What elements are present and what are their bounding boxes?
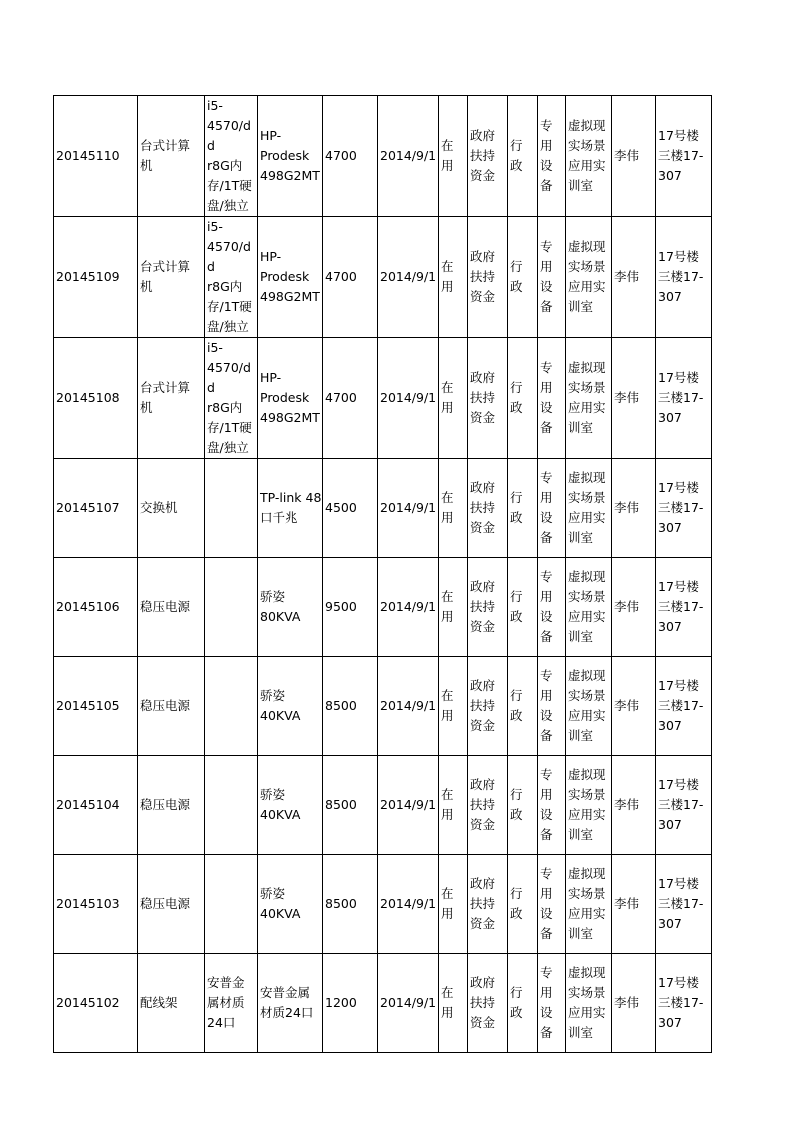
purchase-date-text: 2014/9/1 bbox=[380, 500, 437, 515]
table-row bbox=[54, 756, 712, 855]
table-row bbox=[54, 558, 712, 657]
purchase-date-cell bbox=[378, 855, 439, 954]
fund-source-cell bbox=[468, 96, 508, 217]
table-row bbox=[54, 855, 712, 954]
location-cell bbox=[656, 558, 712, 657]
purchase-date-text: 2014/9/1 bbox=[380, 599, 437, 614]
location-cell bbox=[656, 459, 712, 558]
custodian-text: 李伟 bbox=[614, 797, 640, 812]
category-cell bbox=[538, 558, 566, 657]
asset-name-text: 交换机 bbox=[140, 500, 178, 515]
asset-id-text: 20145102 bbox=[56, 995, 120, 1010]
fund-source-text: 政府 扶持 资金 bbox=[470, 876, 496, 931]
model-cell bbox=[258, 756, 323, 855]
price-cell bbox=[323, 756, 378, 855]
category-text: 专 用 设 备 bbox=[540, 866, 553, 941]
status-cell bbox=[439, 558, 468, 657]
fund-source-cell bbox=[468, 558, 508, 657]
spec-cell bbox=[205, 459, 258, 558]
status-text: 在 用 bbox=[441, 688, 454, 723]
purchase-date-cell bbox=[378, 954, 439, 1053]
asset-id-cell bbox=[54, 954, 138, 1053]
department-text: 行 政 bbox=[510, 259, 523, 294]
category-cell bbox=[538, 96, 566, 217]
purchase-date-text: 2014/9/1 bbox=[380, 995, 437, 1010]
department-text: 行 政 bbox=[510, 138, 523, 173]
room-text: 虚拟现 实场景 应用实 训室 bbox=[568, 470, 606, 545]
status-cell bbox=[439, 459, 468, 558]
room-cell bbox=[566, 954, 612, 1053]
model-cell bbox=[258, 855, 323, 954]
status-text: 在 用 bbox=[441, 985, 454, 1020]
custodian-cell bbox=[612, 338, 656, 459]
status-text: 在 用 bbox=[441, 886, 454, 921]
model-cell bbox=[258, 96, 323, 217]
fund-source-cell bbox=[468, 459, 508, 558]
spec-cell bbox=[205, 954, 258, 1053]
category-text: 专 用 设 备 bbox=[540, 360, 553, 435]
price-cell bbox=[323, 338, 378, 459]
asset-table-body bbox=[54, 96, 712, 1053]
asset-name-cell bbox=[138, 459, 205, 558]
table-row bbox=[54, 459, 712, 558]
model-text: 骄姿 40KVA bbox=[260, 886, 301, 921]
purchase-date-cell bbox=[378, 756, 439, 855]
room-cell bbox=[566, 459, 612, 558]
room-text: 虚拟现 实场景 应用实 训室 bbox=[568, 767, 606, 842]
location-cell bbox=[656, 855, 712, 954]
room-text: 虚拟现 实场景 应用实 训室 bbox=[568, 239, 606, 314]
table-row bbox=[54, 657, 712, 756]
price-text: 4700 bbox=[325, 390, 357, 405]
price-cell bbox=[323, 954, 378, 1053]
department-cell bbox=[508, 756, 538, 855]
spec-cell bbox=[205, 657, 258, 756]
model-text: 安普金属 材质24口 bbox=[260, 985, 314, 1020]
asset-id-text: 20145105 bbox=[56, 698, 120, 713]
location-cell bbox=[656, 217, 712, 338]
room-text: 虚拟现 实场景 应用实 训室 bbox=[568, 360, 606, 435]
price-cell bbox=[323, 855, 378, 954]
asset-name-text: 稳压电源 bbox=[140, 698, 191, 713]
status-cell bbox=[439, 96, 468, 217]
asset-id-cell bbox=[54, 855, 138, 954]
purchase-date-cell bbox=[378, 217, 439, 338]
model-text: TP-link 48 口千兆 bbox=[260, 490, 322, 525]
custodian-text: 李伟 bbox=[614, 390, 640, 405]
status-text: 在 用 bbox=[441, 380, 454, 415]
purchase-date-text: 2014/9/1 bbox=[380, 269, 437, 284]
spec-cell bbox=[205, 558, 258, 657]
custodian-cell bbox=[612, 96, 656, 217]
price-cell bbox=[323, 459, 378, 558]
model-cell bbox=[258, 459, 323, 558]
asset-name-text: 稳压电源 bbox=[140, 797, 191, 812]
model-cell bbox=[258, 558, 323, 657]
custodian-cell bbox=[612, 756, 656, 855]
price-text: 9500 bbox=[325, 599, 357, 614]
location-text: 17号楼 三楼17- 307 bbox=[658, 128, 704, 183]
asset-id-cell bbox=[54, 338, 138, 459]
location-cell bbox=[656, 954, 712, 1053]
asset-id-cell bbox=[54, 459, 138, 558]
asset-name-text: 台式计算 机 bbox=[140, 259, 191, 294]
asset-table-page bbox=[53, 95, 712, 1053]
status-text: 在 用 bbox=[441, 589, 454, 624]
asset-name-text: 稳压电源 bbox=[140, 896, 191, 911]
status-cell bbox=[439, 954, 468, 1053]
status-cell bbox=[439, 338, 468, 459]
location-text: 17号楼 三楼17- 307 bbox=[658, 975, 704, 1030]
custodian-text: 李伟 bbox=[614, 599, 640, 614]
asset-name-cell bbox=[138, 217, 205, 338]
table-row bbox=[54, 217, 712, 338]
fund-source-text: 政府 扶持 资金 bbox=[470, 579, 496, 634]
price-cell bbox=[323, 657, 378, 756]
spec-cell bbox=[205, 96, 258, 217]
status-cell bbox=[439, 217, 468, 338]
spec-text: 安普金 属材质 24口 bbox=[207, 975, 245, 1030]
asset-id-cell bbox=[54, 217, 138, 338]
model-text: 骄姿 40KVA bbox=[260, 688, 301, 723]
fund-source-cell bbox=[468, 338, 508, 459]
room-cell bbox=[566, 558, 612, 657]
model-text: HP- Prodesk 498G2MT bbox=[260, 370, 320, 425]
room-cell bbox=[566, 855, 612, 954]
status-cell bbox=[439, 756, 468, 855]
purchase-date-text: 2014/9/1 bbox=[380, 148, 437, 163]
purchase-date-text: 2014/9/1 bbox=[380, 896, 437, 911]
location-text: 17号楼 三楼17- 307 bbox=[658, 777, 704, 832]
asset-id-text: 20145109 bbox=[56, 269, 120, 284]
model-text: HP- Prodesk 498G2MT bbox=[260, 128, 320, 183]
location-text: 17号楼 三楼17- 307 bbox=[658, 249, 704, 304]
room-cell bbox=[566, 657, 612, 756]
asset-table bbox=[53, 95, 712, 1053]
asset-id-text: 20145110 bbox=[56, 148, 120, 163]
category-text: 专 用 设 备 bbox=[540, 118, 553, 193]
category-text: 专 用 设 备 bbox=[540, 569, 553, 644]
location-text: 17号楼 三楼17- 307 bbox=[658, 876, 704, 931]
department-text: 行 政 bbox=[510, 490, 523, 525]
spec-cell bbox=[205, 338, 258, 459]
model-text: HP- Prodesk 498G2MT bbox=[260, 249, 320, 304]
category-cell bbox=[538, 217, 566, 338]
room-text: 虚拟现 实场景 应用实 训室 bbox=[568, 965, 606, 1040]
price-text: 8500 bbox=[325, 797, 357, 812]
price-text: 8500 bbox=[325, 896, 357, 911]
asset-id-text: 20145104 bbox=[56, 797, 120, 812]
category-text: 专 用 设 备 bbox=[540, 239, 553, 314]
fund-source-cell bbox=[468, 657, 508, 756]
price-cell bbox=[323, 217, 378, 338]
price-cell bbox=[323, 96, 378, 217]
spec-text: i5- 4570/dd r8G内 存/1T硬 盘/独立 bbox=[207, 340, 252, 455]
fund-source-text: 政府 扶持 资金 bbox=[470, 480, 496, 535]
asset-id-cell bbox=[54, 756, 138, 855]
fund-source-text: 政府 扶持 资金 bbox=[470, 975, 496, 1030]
purchase-date-text: 2014/9/1 bbox=[380, 698, 437, 713]
status-text: 在 用 bbox=[441, 138, 454, 173]
price-text: 1200 bbox=[325, 995, 357, 1010]
fund-source-cell bbox=[468, 855, 508, 954]
room-cell bbox=[566, 96, 612, 217]
location-text: 17号楼 三楼17- 307 bbox=[658, 678, 704, 733]
asset-name-text: 台式计算 机 bbox=[140, 380, 191, 415]
spec-text: i5- 4570/dd r8G内 存/1T硬 盘/独立 bbox=[207, 219, 252, 334]
asset-name-cell bbox=[138, 954, 205, 1053]
category-cell bbox=[538, 338, 566, 459]
category-text: 专 用 设 备 bbox=[540, 965, 553, 1040]
asset-name-cell bbox=[138, 657, 205, 756]
spec-text: i5- 4570/dd r8G内 存/1T硬 盘/独立 bbox=[207, 98, 252, 213]
location-cell bbox=[656, 657, 712, 756]
spec-cell bbox=[205, 855, 258, 954]
custodian-text: 李伟 bbox=[614, 995, 640, 1010]
department-text: 行 政 bbox=[510, 985, 523, 1020]
asset-id-text: 20145103 bbox=[56, 896, 120, 911]
room-cell bbox=[566, 338, 612, 459]
purchase-date-cell bbox=[378, 338, 439, 459]
room-cell bbox=[566, 756, 612, 855]
category-cell bbox=[538, 954, 566, 1053]
price-cell bbox=[323, 558, 378, 657]
purchase-date-cell bbox=[378, 558, 439, 657]
department-cell bbox=[508, 855, 538, 954]
model-text: 骄姿 40KVA bbox=[260, 787, 301, 822]
purchase-date-cell bbox=[378, 657, 439, 756]
category-cell bbox=[538, 459, 566, 558]
fund-source-text: 政府 扶持 资金 bbox=[470, 249, 496, 304]
department-text: 行 政 bbox=[510, 380, 523, 415]
category-text: 专 用 设 备 bbox=[540, 668, 553, 743]
status-text: 在 用 bbox=[441, 490, 454, 525]
room-text: 虚拟现 实场景 应用实 训室 bbox=[568, 569, 606, 644]
department-text: 行 政 bbox=[510, 787, 523, 822]
category-cell bbox=[538, 855, 566, 954]
custodian-text: 李伟 bbox=[614, 698, 640, 713]
asset-id-text: 20145108 bbox=[56, 390, 120, 405]
location-cell bbox=[656, 338, 712, 459]
custodian-cell bbox=[612, 657, 656, 756]
category-text: 专 用 设 备 bbox=[540, 470, 553, 545]
status-text: 在 用 bbox=[441, 787, 454, 822]
custodian-cell bbox=[612, 217, 656, 338]
asset-name-text: 配线架 bbox=[140, 995, 178, 1010]
purchase-date-cell bbox=[378, 459, 439, 558]
status-cell bbox=[439, 855, 468, 954]
fund-source-text: 政府 扶持 资金 bbox=[470, 128, 496, 183]
location-cell bbox=[656, 96, 712, 217]
purchase-date-text: 2014/9/1 bbox=[380, 390, 437, 405]
department-cell bbox=[508, 657, 538, 756]
custodian-cell bbox=[612, 855, 656, 954]
category-cell bbox=[538, 756, 566, 855]
location-text: 17号楼 三楼17- 307 bbox=[658, 370, 704, 425]
asset-name-cell bbox=[138, 756, 205, 855]
price-text: 4700 bbox=[325, 148, 357, 163]
asset-name-cell bbox=[138, 558, 205, 657]
department-cell bbox=[508, 96, 538, 217]
department-cell bbox=[508, 459, 538, 558]
status-text: 在 用 bbox=[441, 259, 454, 294]
room-text: 虚拟现 实场景 应用实 训室 bbox=[568, 118, 606, 193]
custodian-text: 李伟 bbox=[614, 269, 640, 284]
department-text: 行 政 bbox=[510, 688, 523, 723]
price-text: 8500 bbox=[325, 698, 357, 713]
department-text: 行 政 bbox=[510, 589, 523, 624]
price-text: 4700 bbox=[325, 269, 357, 284]
fund-source-text: 政府 扶持 资金 bbox=[470, 370, 496, 425]
category-text: 专 用 设 备 bbox=[540, 767, 553, 842]
table-row bbox=[54, 954, 712, 1053]
fund-source-text: 政府 扶持 资金 bbox=[470, 777, 496, 832]
purchase-date-text: 2014/9/1 bbox=[380, 797, 437, 812]
location-text: 17号楼 三楼17- 307 bbox=[658, 480, 704, 535]
asset-name-text: 稳压电源 bbox=[140, 599, 191, 614]
room-cell bbox=[566, 217, 612, 338]
custodian-text: 李伟 bbox=[614, 148, 640, 163]
asset-id-text: 20145107 bbox=[56, 500, 120, 515]
location-cell bbox=[656, 756, 712, 855]
room-text: 虚拟现 实场景 应用实 训室 bbox=[568, 866, 606, 941]
model-cell bbox=[258, 954, 323, 1053]
asset-name-cell bbox=[138, 855, 205, 954]
asset-name-text: 台式计算 机 bbox=[140, 138, 191, 173]
asset-id-cell bbox=[54, 96, 138, 217]
department-text: 行 政 bbox=[510, 886, 523, 921]
model-cell bbox=[258, 217, 323, 338]
model-text: 骄姿 80KVA bbox=[260, 589, 301, 624]
custodian-text: 李伟 bbox=[614, 896, 640, 911]
asset-id-text: 20145106 bbox=[56, 599, 120, 614]
table-row bbox=[54, 96, 712, 217]
model-cell bbox=[258, 657, 323, 756]
spec-cell bbox=[205, 217, 258, 338]
department-cell bbox=[508, 338, 538, 459]
asset-id-cell bbox=[54, 558, 138, 657]
asset-name-cell bbox=[138, 338, 205, 459]
custodian-cell bbox=[612, 459, 656, 558]
fund-source-text: 政府 扶持 资金 bbox=[470, 678, 496, 733]
fund-source-cell bbox=[468, 954, 508, 1053]
department-cell bbox=[508, 217, 538, 338]
category-cell bbox=[538, 657, 566, 756]
asset-id-cell bbox=[54, 657, 138, 756]
custodian-cell bbox=[612, 558, 656, 657]
custodian-cell bbox=[612, 954, 656, 1053]
fund-source-cell bbox=[468, 756, 508, 855]
spec-cell bbox=[205, 756, 258, 855]
model-cell bbox=[258, 338, 323, 459]
fund-source-cell bbox=[468, 217, 508, 338]
department-cell bbox=[508, 558, 538, 657]
price-text: 4500 bbox=[325, 500, 357, 515]
custodian-text: 李伟 bbox=[614, 500, 640, 515]
location-text: 17号楼 三楼17- 307 bbox=[658, 579, 704, 634]
room-text: 虚拟现 实场景 应用实 训室 bbox=[568, 668, 606, 743]
table-row bbox=[54, 338, 712, 459]
asset-name-cell bbox=[138, 96, 205, 217]
purchase-date-cell bbox=[378, 96, 439, 217]
department-cell bbox=[508, 954, 538, 1053]
status-cell bbox=[439, 657, 468, 756]
